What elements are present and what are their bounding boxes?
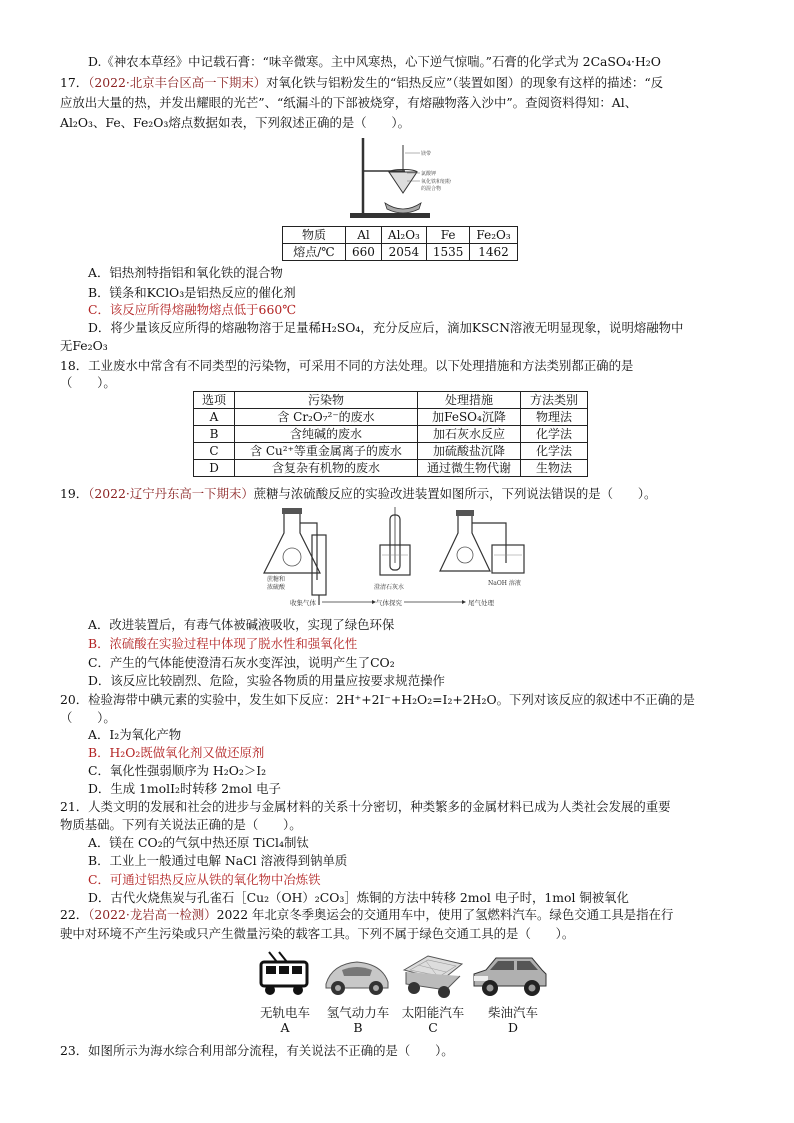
table-cell: 化学法 (521, 426, 588, 443)
label-kclo3: 氯酸钾 (421, 171, 437, 177)
table-cell: A (194, 409, 235, 426)
table-row (194, 426, 588, 443)
table-row (283, 244, 518, 261)
table-cell: 加石灰水反应 (418, 426, 521, 443)
trolleybus-icon (255, 950, 315, 1000)
label-collect-gas: 收集气体 (290, 599, 316, 607)
q23-stem: 23．如图所示为海水综合利用部分流程，有关说法不正确的是（ ）。 (60, 1043, 454, 1058)
q22-stem-line2: 驶中对环境不产生污染或只产生微量污染的载客工具。下列不属于绿色交通工具的是（ ）。 (60, 926, 575, 941)
q21-option-a: A．镁在 CO₂的气氛中热还原 TiCl₄制钛 (88, 835, 309, 850)
q19-option-b: B．浓硫酸在实验过程中体现了脱水性和强氧化性 (88, 636, 358, 651)
q20-stem-line1: 20．检验海带中碘元素的实验中，发生如下反应：2H⁺+2I⁻+H₂O₂=I₂+2H₂O。下列对该反应的叙述中不正确的是 (60, 692, 695, 707)
q17-number: 17． (60, 75, 89, 90)
paper-funnel (389, 172, 417, 193)
flask-stopper (282, 508, 302, 514)
label-mg-ribbon: 镁带 (421, 151, 432, 157)
sand-dish (385, 203, 421, 213)
table-header-cell: 物质 (283, 227, 346, 244)
table-cell: 含 Cr₂O₇²⁻的废水 (235, 409, 418, 426)
q20-option-a: A．I₂为氧化产物 (88, 727, 182, 742)
gas-collector-syringe (312, 535, 326, 595)
table-header-cell: 污染物 (235, 392, 418, 409)
q19-stem-text: 蔗糖与浓硫酸反应的实验改进装置如图所示，下列说法错误的是（ ）。 (253, 486, 657, 501)
hydrogen-car-icon (322, 952, 392, 1000)
q20-option-b: B．H₂O₂既做氧化剂又做还原剂 (88, 745, 265, 760)
table-cell: 物理法 (521, 409, 588, 426)
q17-stem-text: 对氧化铁与铝粉发生的“铝热反应”（装置如图）的现象有这样的描述：“反 (266, 75, 664, 90)
table-cell: 含复杂有机物的废水 (235, 460, 418, 477)
table-header-cell: Fe₂O₃ (470, 227, 517, 244)
table-cell: C (194, 443, 235, 460)
diesel-suv-icon (470, 950, 550, 1000)
table-cell: 熔点/℃ (283, 244, 346, 261)
q19-number: 19． (60, 486, 89, 501)
q21-option-b: B．工业上一般通过电解 NaCl 溶液得到钠单质 (88, 853, 348, 868)
vehicle-letter-b: B (353, 1020, 363, 1035)
label-naoh: NaOH 溶液 (488, 580, 521, 587)
q19-option-c: C．产生的气体能使澄清石灰水变浑浊，说明产生了CO₂ (88, 655, 395, 670)
delivery-tube (300, 523, 317, 580)
table-header-row (283, 227, 518, 244)
q18-stem-line2: （ ）。 (60, 375, 116, 390)
label-gas-inquiry: 气体探究 (376, 599, 402, 607)
sugar-sulfuric-acid-apparatus-figure (262, 505, 532, 610)
q17-stem-line1 (60, 75, 760, 91)
table-cell: D (194, 460, 235, 477)
vehicle-name-a: 无轨电车 (259, 1005, 310, 1020)
q20-option-c: C．氧化性强弱顺序为 H₂O₂＞I₂ (88, 763, 267, 778)
q18-stem-line1: 18．工业废水中常含有不同类型的污染物，可采用不同的方法处理。以下处理措施和方法类别都正确的是 (60, 358, 634, 373)
table-row (194, 409, 588, 426)
q17-option-d-line1: D．将少量该反应所得的熔融物溶于足量稀H₂SO₄，充分反应后，滴加KSCN溶液无明显现象，说明熔融物中 (88, 320, 684, 335)
vehicle-name-b: 氢气动力车 (326, 1005, 390, 1020)
table-header-cell: Al (346, 227, 382, 244)
q19-option-d: D．该反应比较剧烈、危险，实验各物质的用量应按要求规范操作 (88, 673, 445, 688)
q17-option-d-line2: 无Fe₂O₃ (60, 338, 108, 353)
label-acid: 浓硫酸 (267, 584, 286, 591)
table-cell: 加FeSO₄沉降 (418, 409, 521, 426)
q17-stem-line2: 应放出大量的热，并发出耀眼的光芒”、“纸漏斗的下部被烧穿，有熔融物落入沙中”。查阅资料得知：Al、 (60, 95, 638, 110)
table-row (194, 443, 588, 460)
table-cell: 含纯碱的废水 (235, 426, 418, 443)
q17-option-b: B．镁条和KClO₃是铝热反应的催化剂 (88, 285, 296, 300)
q20-stem-line2: （ ）。 (60, 710, 116, 725)
table-cell: 化学法 (521, 443, 588, 460)
label-mixture-1: 氧化铁和铝粉 (421, 179, 452, 185)
q17-source: （2022·北京丰台区高一下期末） (88, 75, 267, 90)
table-cell: 1535 (426, 244, 470, 261)
q22-source: （2022·龙岩高一检测） (88, 907, 217, 922)
table-cell: 2054 (381, 244, 426, 261)
table-cell: 1462 (470, 244, 517, 261)
vehicle-name-c: 太阳能汽车 (401, 1005, 465, 1020)
label-mixture-2: 的混合物 (421, 186, 442, 192)
table-header-cell: Al₂O₃ (381, 227, 426, 244)
vehicle-letter-a: A (280, 1020, 290, 1035)
q17-option-c: C．该反应所得熔融物熔点低于660℃ (88, 302, 297, 317)
q21-option-c: C．可通过铝热反应从铁的氧化物中冶炼铁 (88, 872, 321, 887)
q21-stem-line2: 物质基础。下列有关说法正确的是（ ）。 (60, 817, 302, 832)
thermite-apparatus-figure (345, 133, 455, 223)
vehicle-letter-c: C (428, 1020, 438, 1035)
table-header-cell: 处理措施 (418, 392, 521, 409)
table-header-cell: 方法类别 (521, 392, 588, 409)
vehicle-letter-d: D (507, 1020, 519, 1035)
q19-stem (60, 486, 760, 502)
q21-stem-line1: 21．人类文明的发展和社会的进步与金属材料的关系十分密切，种类繁多的金属材料已成为人类社会发展的重要 (60, 799, 671, 814)
table-header-cell: Fe (426, 227, 470, 244)
table-cell: 660 (346, 244, 382, 261)
table-cell: 含 Cu²⁺等重金属离子的废水 (235, 443, 418, 460)
solar-car-icon (398, 950, 466, 1000)
q16-option-d: D.《神农本草经》中记载石膏：“味辛微寒。主中风寒热，心下逆气惊喘。”石膏的化学式为 2CaSO₄·H₂O (88, 54, 661, 69)
table-cell: 生物法 (521, 460, 588, 477)
table-cell: B (194, 426, 235, 443)
q17-stem-line3: Al₂O₃、Fe、Fe₂O₃熔点数据如表，下列叙述正确的是（ ）。 (60, 115, 410, 130)
q17-option-a: A．铝热剂特指铝和氧化铁的混合物 (88, 265, 283, 280)
q20-option-d: D．生成 1molI₂时转移 2mol 电子 (88, 781, 281, 796)
q19-option-a: A．改进装置后，有毒气体被碱液吸收，实现了绿色环保 (88, 617, 395, 632)
table-cell: 通过微生物代谢 (418, 460, 521, 477)
q21-option-d: D．古代火烧焦炭与孔雀石［Cu₂（OH）₂CO₃］炼铜的方法中转移 2mol 电子时，1mol 铜被氧化 (88, 890, 629, 905)
q18-wastewater-table (193, 391, 588, 477)
vehicle-name-d: 柴油汽车 (487, 1005, 538, 1020)
q22-stem-text: 2022 年北京冬季奥运会的交通用车中，使用了氢燃料汽车。绿色交通工具是指在行 (216, 907, 674, 922)
naoh-beaker (492, 545, 524, 573)
label-limewater: 澄清石灰水 (374, 584, 405, 591)
stand-base (350, 213, 430, 218)
table-row (194, 460, 588, 477)
q17-melting-point-table (282, 226, 518, 261)
q19-source: （2022·辽宁丹东高一下期末） (88, 486, 254, 501)
q22-number: 22． (60, 907, 89, 922)
table-cell: 加硫酸盐沉降 (418, 443, 521, 460)
table-header-row (194, 392, 588, 409)
label-tail-gas: 尾气处理 (468, 599, 494, 607)
label-sugar: 蔗糖和 (267, 576, 286, 583)
table-header-cell: 选项 (194, 392, 235, 409)
q22-stem-line1 (60, 907, 760, 923)
